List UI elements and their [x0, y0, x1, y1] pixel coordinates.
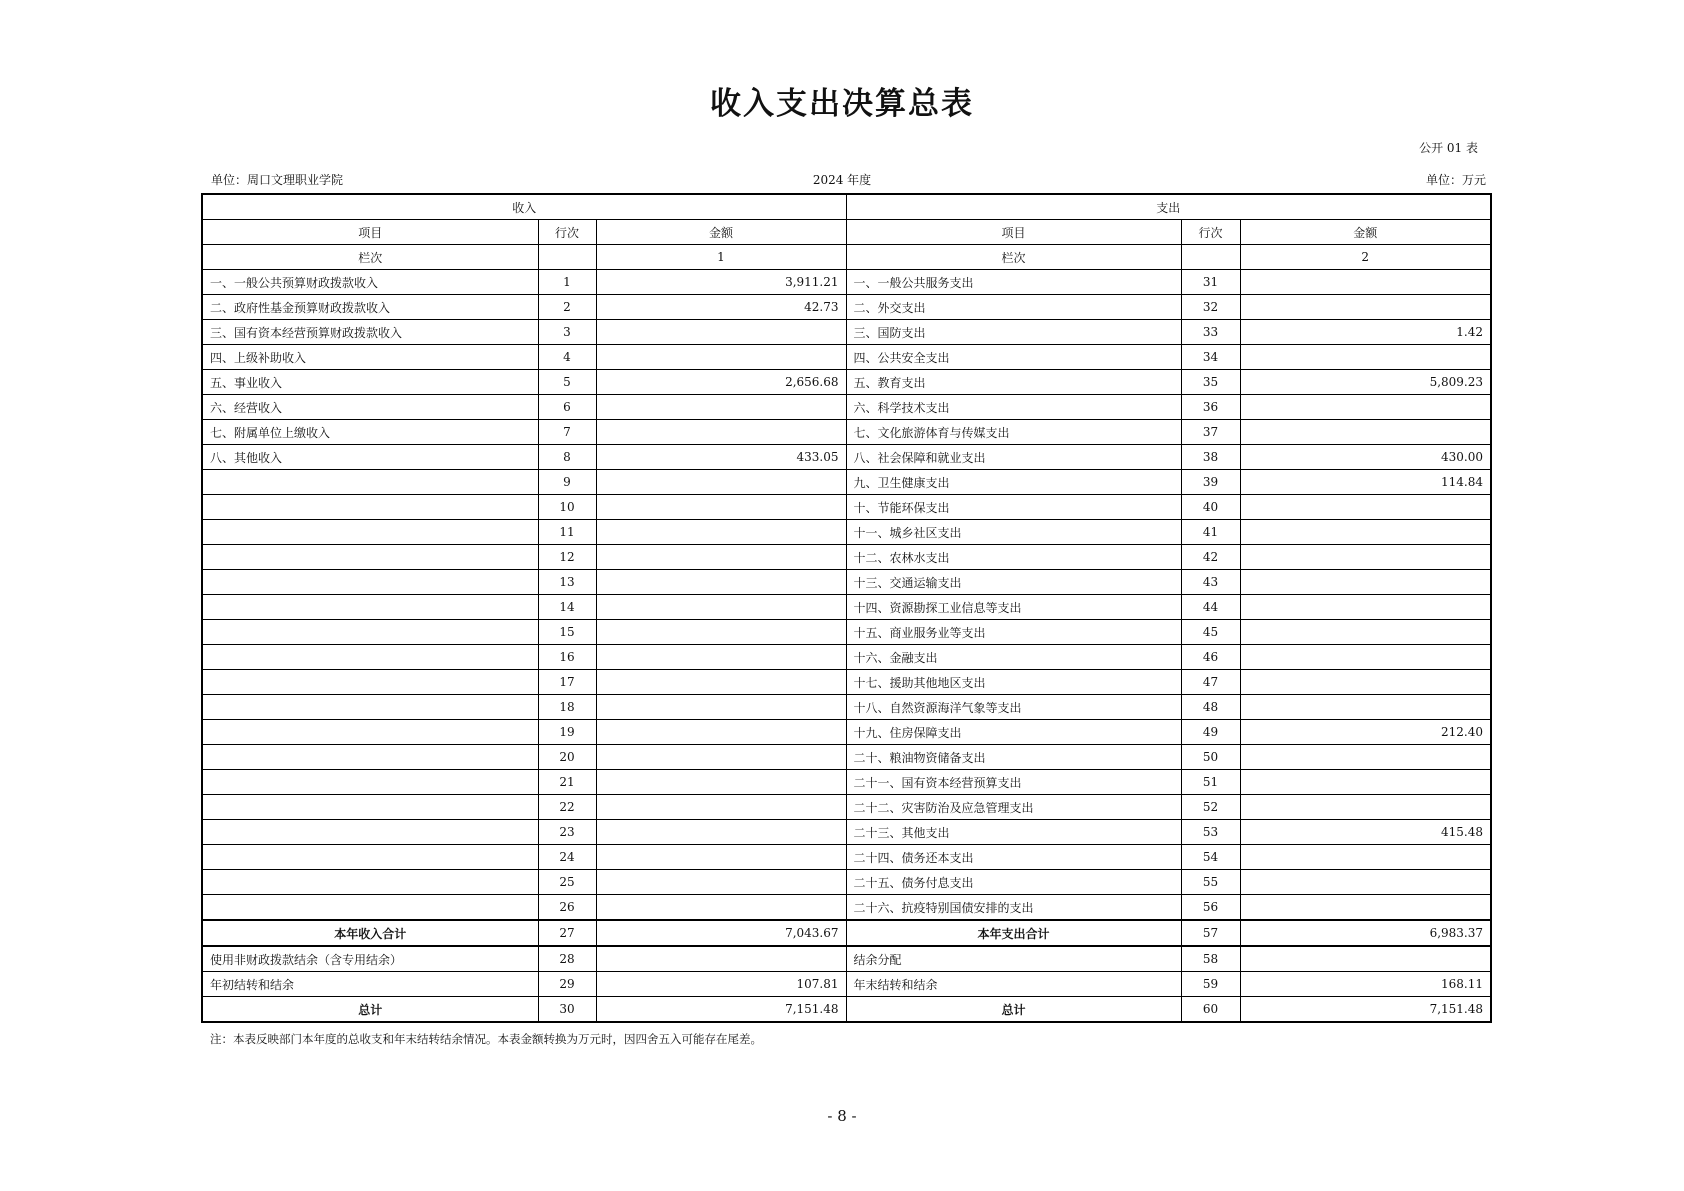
income-column-number: 1 [596, 245, 846, 270]
income-item [202, 620, 538, 645]
year-expense-total-no: 57 [1181, 920, 1240, 946]
income-expense-table [201, 193, 1492, 1023]
table-row [202, 645, 1491, 670]
end-balance-no: 59 [1181, 972, 1240, 997]
income-amount [596, 845, 846, 870]
expense-amount: 430.00 [1240, 445, 1491, 470]
income-row-no-header: 行次 [538, 220, 596, 245]
table-row [202, 445, 1491, 470]
table-row [202, 820, 1491, 845]
income-item: 五、事业收入 [202, 370, 538, 395]
year-income-total-amount: 7,043.67 [596, 920, 846, 946]
expense-amount: 5,809.23 [1240, 370, 1491, 395]
income-row-no: 23 [538, 820, 596, 845]
begin-balance-amount: 107.81 [596, 972, 846, 997]
income-row-no: 18 [538, 695, 596, 720]
expense-item: 二十六、抗疫特别国债安排的支出 [846, 895, 1181, 921]
expense-item: 十三、交通运输支出 [846, 570, 1181, 595]
income-amount [596, 770, 846, 795]
income-item: 七、附属单位上缴收入 [202, 420, 538, 445]
income-amount [596, 745, 846, 770]
section-header-row [202, 194, 1491, 220]
expense-row-no: 41 [1181, 520, 1240, 545]
expense-row-no: 38 [1181, 445, 1240, 470]
expense-row-no: 51 [1181, 770, 1240, 795]
expense-item: 十六、金融支出 [846, 645, 1181, 670]
income-row-no: 16 [538, 645, 596, 670]
table-row [202, 345, 1491, 370]
income-row-no: 10 [538, 495, 596, 520]
income-item [202, 845, 538, 870]
income-column-blank [538, 245, 596, 270]
income-amount [596, 795, 846, 820]
income-amount [596, 545, 846, 570]
expense-amount: 415.48 [1240, 820, 1491, 845]
income-amount [596, 595, 846, 620]
expense-item: 九、卫生健康支出 [846, 470, 1181, 495]
organization-label: 单位：周口文理职业学院 [211, 173, 344, 187]
expense-row-no-header: 行次 [1181, 220, 1240, 245]
table-row [202, 295, 1491, 320]
expense-item: 十九、住房保障支出 [846, 720, 1181, 745]
table-row [202, 845, 1491, 870]
table-row [202, 720, 1491, 745]
income-item [202, 895, 538, 921]
expense-item: 五、教育支出 [846, 370, 1181, 395]
carryover-row [202, 972, 1491, 997]
column-index-row [202, 245, 1491, 270]
expense-row-no: 44 [1181, 595, 1240, 620]
income-amount [596, 395, 846, 420]
income-row-no: 25 [538, 870, 596, 895]
income-amount [596, 895, 846, 921]
year-expense-total-label: 本年支出合计 [846, 920, 1181, 946]
income-item [202, 745, 538, 770]
expense-amount [1240, 870, 1491, 895]
expense-amount [1240, 270, 1491, 295]
expense-item: 二十一、国有资本经营预算支出 [846, 770, 1181, 795]
income-amount [596, 870, 846, 895]
year-income-total-label: 本年收入合计 [202, 920, 538, 946]
grand-expense-no: 60 [1181, 997, 1240, 1023]
expense-row-no: 34 [1181, 345, 1240, 370]
income-item: 八、其他收入 [202, 445, 538, 470]
year-expense-total-amount: 6,983.37 [1240, 920, 1491, 946]
expense-row-no: 45 [1181, 620, 1240, 645]
grand-income-no: 30 [538, 997, 596, 1023]
grand-income-amount: 7,151.48 [596, 997, 846, 1023]
expense-item: 十四、资源勘探工业信息等支出 [846, 595, 1181, 620]
expense-amount [1240, 420, 1491, 445]
expense-amount [1240, 570, 1491, 595]
expense-item: 一、一般公共服务支出 [846, 270, 1181, 295]
expense-row-no: 33 [1181, 320, 1240, 345]
expense-amount [1240, 895, 1491, 921]
expense-amount [1240, 520, 1491, 545]
expense-amount [1240, 345, 1491, 370]
table-row [202, 770, 1491, 795]
expense-row-no: 32 [1181, 295, 1240, 320]
expense-row-no: 56 [1181, 895, 1240, 921]
income-row-no: 13 [538, 570, 596, 595]
expense-row-no: 53 [1181, 820, 1240, 845]
income-row-no: 24 [538, 845, 596, 870]
income-item [202, 595, 538, 620]
income-amount: 3,911.21 [596, 270, 846, 295]
expense-item: 十七、援助其他地区支出 [846, 670, 1181, 695]
income-item: 六、经营收入 [202, 395, 538, 420]
table-row [202, 495, 1491, 520]
expense-item: 十二、农林水支出 [846, 545, 1181, 570]
expense-item: 十、节能环保支出 [846, 495, 1181, 520]
expense-item: 三、国防支出 [846, 320, 1181, 345]
income-item [202, 645, 538, 670]
expense-item: 二十五、债务付息支出 [846, 870, 1181, 895]
expense-row-no: 54 [1181, 845, 1240, 870]
income-row-no: 7 [538, 420, 596, 445]
table-row [202, 270, 1491, 295]
expense-item-header: 项目 [846, 220, 1181, 245]
expense-row-no: 39 [1181, 470, 1240, 495]
income-item [202, 545, 538, 570]
expense-amount: 212.40 [1240, 720, 1491, 745]
distribution-label: 结余分配 [846, 946, 1181, 972]
table-row [202, 595, 1491, 620]
expense-row-no: 36 [1181, 395, 1240, 420]
form-code: 公开 01 表 [1419, 141, 1478, 155]
expense-row-no: 43 [1181, 570, 1240, 595]
year-total-row [202, 920, 1491, 946]
income-row-no: 8 [538, 445, 596, 470]
income-row-no: 20 [538, 745, 596, 770]
income-amount-header: 金额 [596, 220, 846, 245]
table-row [202, 745, 1491, 770]
income-row-no: 2 [538, 295, 596, 320]
income-amount [596, 645, 846, 670]
table-row [202, 620, 1491, 645]
income-row-no: 26 [538, 895, 596, 921]
expense-row-no: 49 [1181, 720, 1240, 745]
expense-item: 七、文化旅游体育与传媒支出 [846, 420, 1181, 445]
expense-amount [1240, 595, 1491, 620]
income-amount [596, 345, 846, 370]
income-item-header: 项目 [202, 220, 538, 245]
income-header: 收入 [202, 194, 846, 220]
expense-amount [1240, 645, 1491, 670]
expense-amount [1240, 770, 1491, 795]
expense-row-no: 46 [1181, 645, 1240, 670]
expense-row-no: 52 [1181, 795, 1240, 820]
expense-row-no: 55 [1181, 870, 1240, 895]
income-item [202, 870, 538, 895]
expense-item: 十八、自然资源海洋气象等支出 [846, 695, 1181, 720]
expense-row-no: 48 [1181, 695, 1240, 720]
expense-row-no: 37 [1181, 420, 1240, 445]
income-row-no: 19 [538, 720, 596, 745]
table-row [202, 545, 1491, 570]
income-column-label: 栏次 [202, 245, 538, 270]
year-income-total-no: 27 [538, 920, 596, 946]
income-amount [596, 520, 846, 545]
fiscal-year: 2024 年度 [812, 173, 872, 187]
expense-item: 二十二、灾害防治及应急管理支出 [846, 795, 1181, 820]
expense-column-label: 栏次 [846, 245, 1181, 270]
income-amount [596, 470, 846, 495]
page-title: 收入支出决算总表 [710, 86, 974, 122]
grand-expense-label: 总计 [846, 997, 1181, 1023]
expense-column-number: 2 [1240, 245, 1491, 270]
expense-amount [1240, 620, 1491, 645]
table-row [202, 470, 1491, 495]
expense-amount [1240, 795, 1491, 820]
table-row [202, 320, 1491, 345]
grand-income-label: 总计 [202, 997, 538, 1023]
income-row-no: 21 [538, 770, 596, 795]
expense-row-no: 42 [1181, 545, 1240, 570]
expense-amount [1240, 670, 1491, 695]
income-item [202, 670, 538, 695]
expense-row-no: 47 [1181, 670, 1240, 695]
income-item [202, 495, 538, 520]
income-row-no: 14 [538, 595, 596, 620]
end-balance-amount: 168.11 [1240, 972, 1491, 997]
distribution-no: 58 [1181, 946, 1240, 972]
income-amount [596, 820, 846, 845]
income-amount [596, 620, 846, 645]
income-amount [596, 670, 846, 695]
expense-header: 支出 [846, 194, 1491, 220]
income-row-no: 1 [538, 270, 596, 295]
begin-balance-no: 29 [538, 972, 596, 997]
income-item [202, 470, 538, 495]
expense-row-no: 31 [1181, 270, 1240, 295]
grand-expense-amount: 7,151.48 [1240, 997, 1491, 1023]
expense-item: 六、科学技术支出 [846, 395, 1181, 420]
table-row [202, 570, 1491, 595]
table-row [202, 370, 1491, 395]
income-item [202, 695, 538, 720]
table-row [202, 670, 1491, 695]
income-item [202, 570, 538, 595]
table-row [202, 395, 1491, 420]
nonfiscal-row [202, 946, 1491, 972]
nonfiscal-label: 使用非财政拨款结余（含专用结余） [202, 946, 538, 972]
income-item: 一、一般公共预算财政拨款收入 [202, 270, 538, 295]
income-amount [596, 420, 846, 445]
income-row-no: 15 [538, 620, 596, 645]
expense-item: 二、外交支出 [846, 295, 1181, 320]
income-amount: 433.05 [596, 445, 846, 470]
begin-balance-label: 年初结转和结余 [202, 972, 538, 997]
expense-amount [1240, 495, 1491, 520]
income-row-no: 11 [538, 520, 596, 545]
expense-item: 二十、粮油物资储备支出 [846, 745, 1181, 770]
table-row [202, 695, 1491, 720]
expense-amount: 1.42 [1240, 320, 1491, 345]
income-item [202, 520, 538, 545]
income-item: 三、国有资本经营预算财政拨款收入 [202, 320, 538, 345]
column-header-row [202, 220, 1491, 245]
nonfiscal-amount [596, 946, 846, 972]
income-item [202, 820, 538, 845]
income-row-no: 9 [538, 470, 596, 495]
expense-amount [1240, 745, 1491, 770]
table-row [202, 420, 1491, 445]
income-item [202, 720, 538, 745]
income-item [202, 770, 538, 795]
table-row [202, 520, 1491, 545]
income-amount [596, 320, 846, 345]
income-amount [596, 720, 846, 745]
expense-amount [1240, 545, 1491, 570]
income-amount [596, 495, 846, 520]
expense-amount [1240, 295, 1491, 320]
income-item: 四、上级补助收入 [202, 345, 538, 370]
expense-amount [1240, 845, 1491, 870]
expense-amount: 114.84 [1240, 470, 1491, 495]
table-row [202, 795, 1491, 820]
income-amount: 42.73 [596, 295, 846, 320]
income-amount [596, 695, 846, 720]
income-item [202, 795, 538, 820]
income-row-no: 12 [538, 545, 596, 570]
page-number: - 8 - [827, 1107, 857, 1125]
income-row-no: 17 [538, 670, 596, 695]
expense-amount [1240, 395, 1491, 420]
income-item: 二、政府性基金预算财政拨款收入 [202, 295, 538, 320]
currency-unit: 单位：万元 [1425, 173, 1486, 187]
distribution-amount [1240, 946, 1491, 972]
nonfiscal-no: 28 [538, 946, 596, 972]
end-balance-label: 年末结转和结余 [846, 972, 1181, 997]
expense-amount-header: 金额 [1240, 220, 1491, 245]
table-row [202, 895, 1491, 921]
expense-item: 十五、商业服务业等支出 [846, 620, 1181, 645]
income-row-no: 3 [538, 320, 596, 345]
expense-row-no: 40 [1181, 495, 1240, 520]
income-row-no: 22 [538, 795, 596, 820]
expense-row-no: 35 [1181, 370, 1240, 395]
expense-amount [1240, 695, 1491, 720]
expense-item: 二十四、债务还本支出 [846, 845, 1181, 870]
expense-column-blank [1181, 245, 1240, 270]
income-row-no: 6 [538, 395, 596, 420]
table-row [202, 870, 1491, 895]
expense-row-no: 50 [1181, 745, 1240, 770]
grand-total-row [202, 997, 1491, 1023]
expense-item: 八、社会保障和就业支出 [846, 445, 1181, 470]
income-amount: 2,656.68 [596, 370, 846, 395]
income-amount [596, 570, 846, 595]
income-row-no: 5 [538, 370, 596, 395]
income-row-no: 4 [538, 345, 596, 370]
expense-item: 二十三、其他支出 [846, 820, 1181, 845]
expense-item: 十一、城乡社区支出 [846, 520, 1181, 545]
footnote: 注：本表反映部门本年度的总收支和年末结转结余情况。本表金额转换为万元时，因四舍五入可能存在尾差。 [210, 1032, 762, 1046]
expense-item: 四、公共安全支出 [846, 345, 1181, 370]
